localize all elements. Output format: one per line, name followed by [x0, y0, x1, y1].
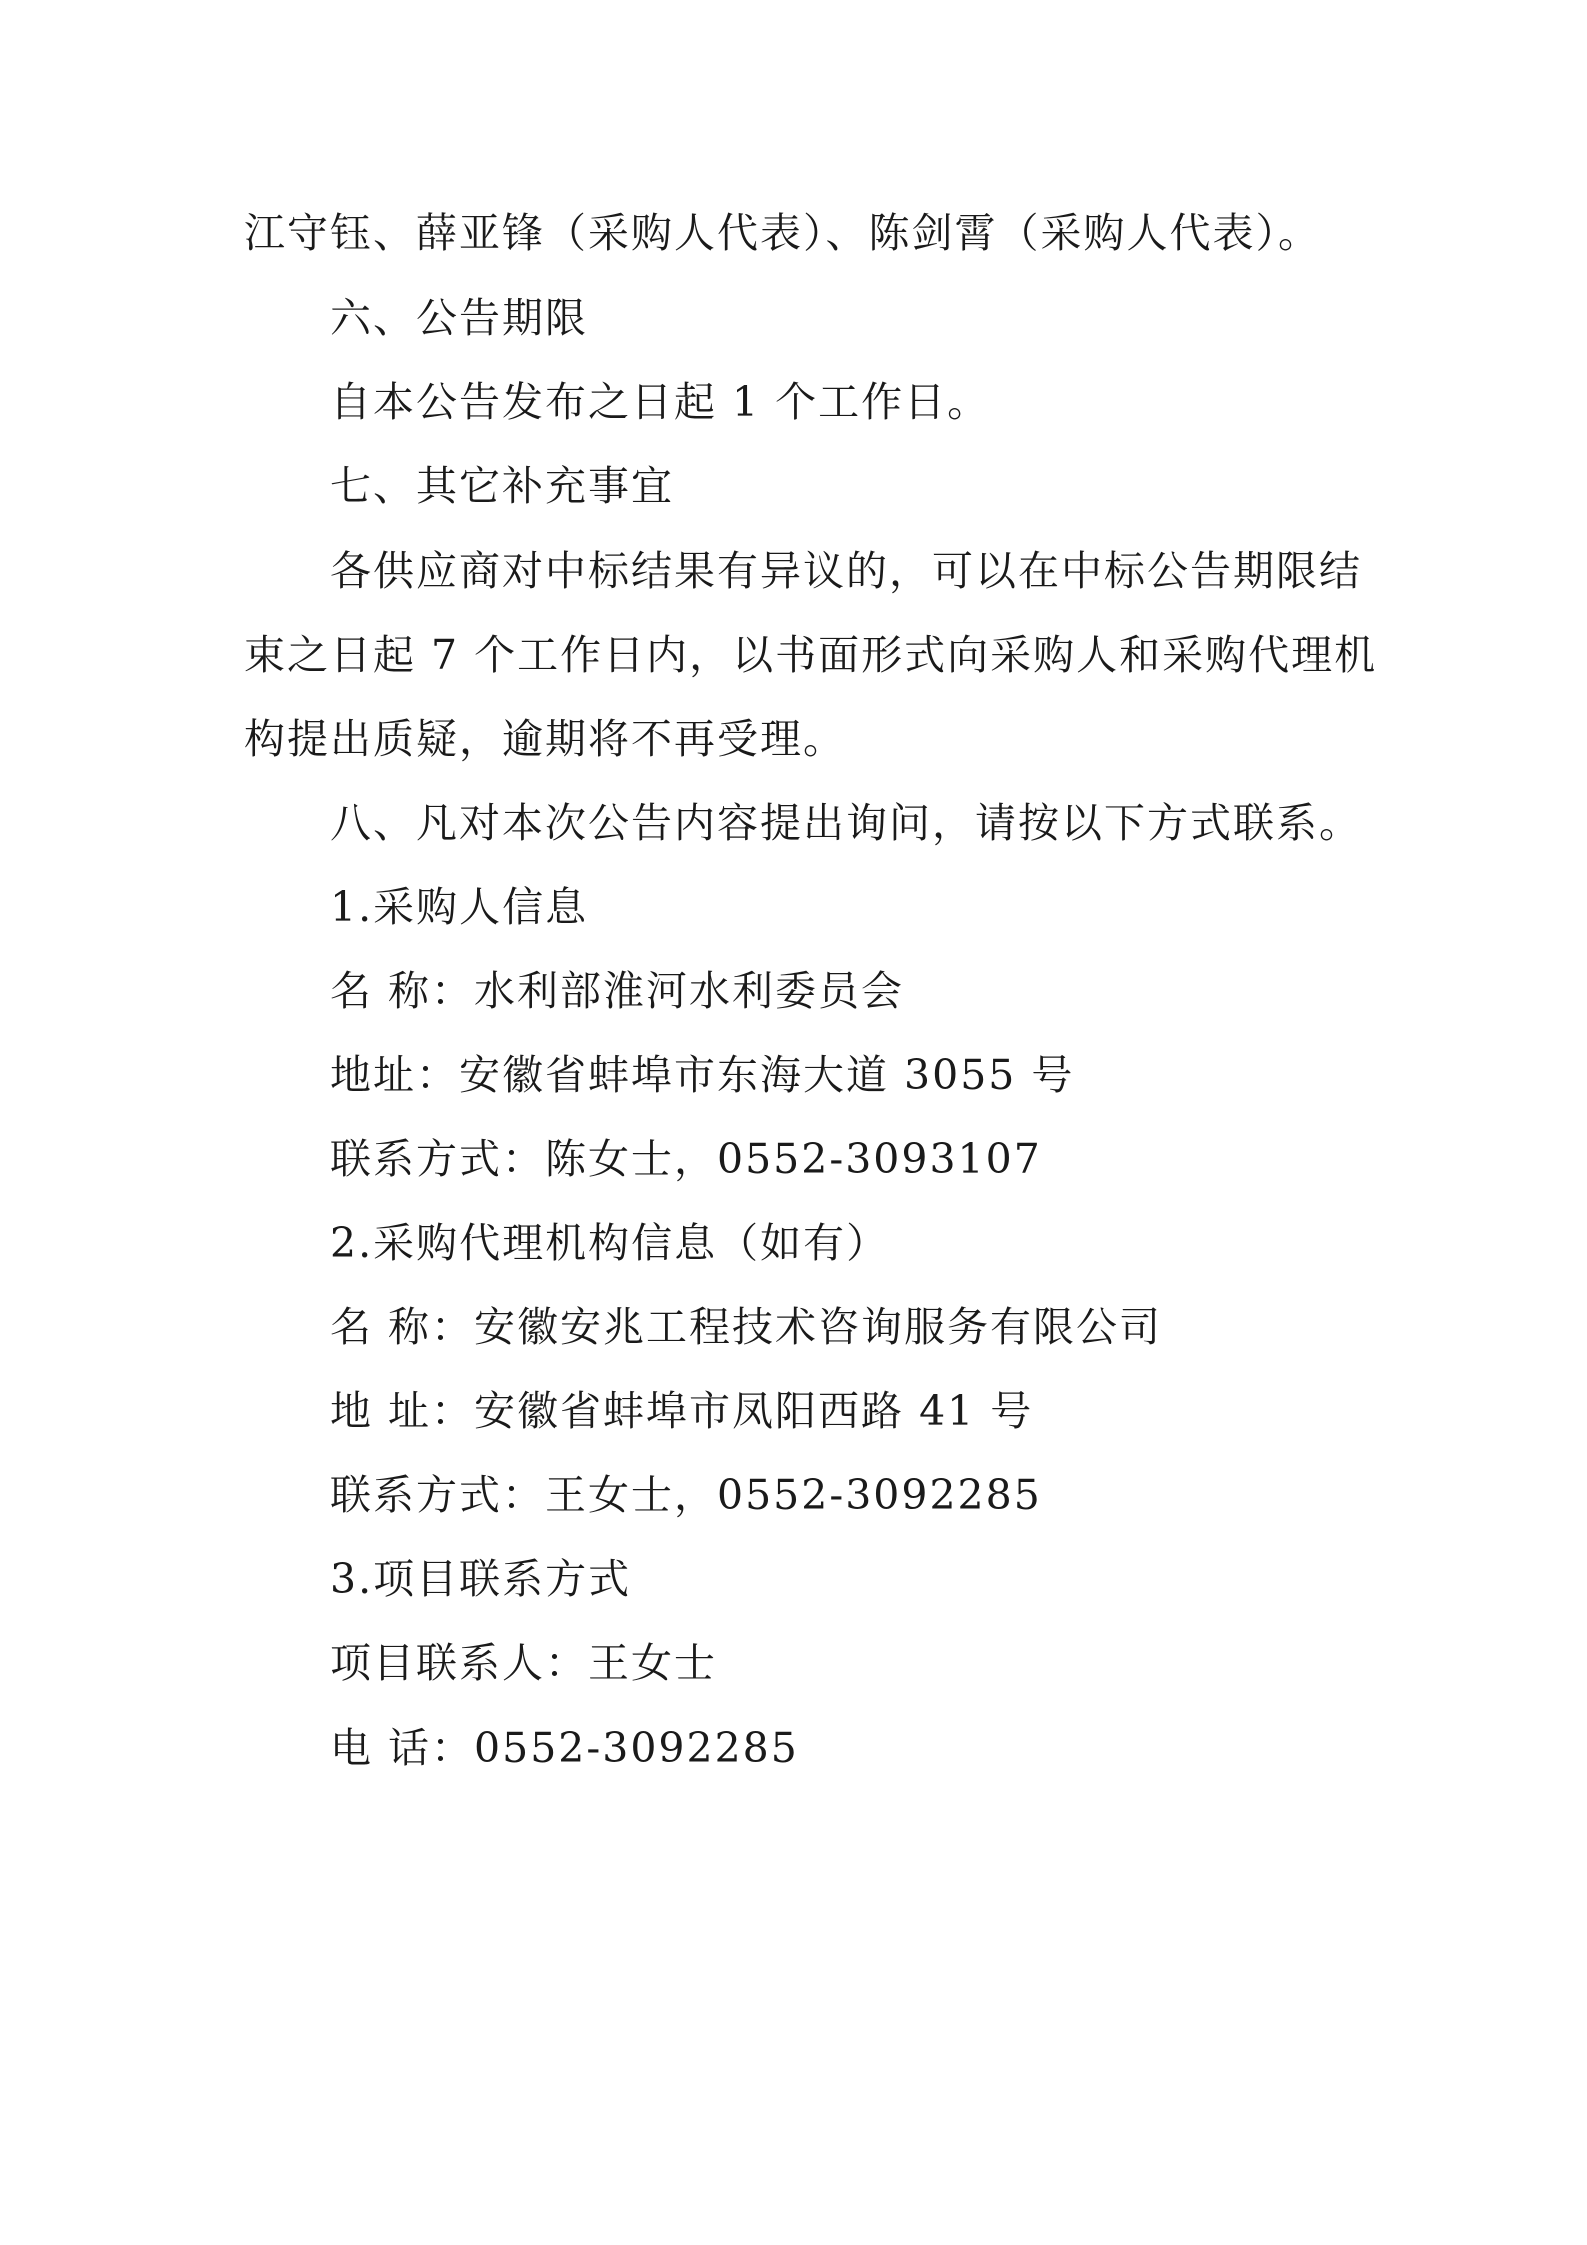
text-line-announcement-period: 自本公告发布之日起 1 个工作日。 — [330, 378, 991, 426]
text-line-agency-name: 名 称：安徽安兆工程技术咨询服务有限公司 — [330, 1303, 1163, 1351]
text-line-agency-address: 地 址：安徽省蚌埠市凤阳西路 41 号 — [330, 1387, 1034, 1435]
text-line-objection-1: 各供应商对中标结果有异议的，可以在中标公告期限结 — [330, 547, 1362, 595]
text-line-project-contact-person: 项目联系人：王女士 — [330, 1639, 717, 1687]
text-line-purchaser-address: 地址：安徽省蚌埠市东海大道 3055 号 — [330, 1051, 1075, 1099]
text-line-purchaser-contact: 联系方式：陈女士，0552-3093107 — [330, 1135, 1042, 1183]
text-line-objection-3: 构提出质疑，逾期将不再受理。 — [244, 715, 846, 763]
text-line-evaluation-committee: 江守钰、薛亚锋（采购人代表）、陈剑霄（采购人代表）。 — [244, 209, 1321, 257]
section-heading-contact: 八、凡对本次公告内容提出询问，请按以下方式联系。 — [330, 799, 1362, 847]
text-line-objection-2: 束之日起 7 个工作日内，以书面形式向采购人和采购代理机 — [244, 631, 1378, 679]
text-line-purchaser-name: 名 称：水利部淮河水利委员会 — [330, 967, 905, 1015]
subheading-agency-info: 2.采购代理机构信息（如有） — [330, 1219, 890, 1267]
text-line-agency-contact: 联系方式：王女士，0552-3092285 — [330, 1471, 1042, 1519]
section-heading-announcement-period: 六、公告期限 — [330, 294, 588, 342]
section-heading-other-matters: 七、其它补充事宜 — [330, 462, 674, 510]
subheading-project-contact: 3.项目联系方式 — [330, 1555, 632, 1603]
text-line-project-phone: 电 话：0552-3092285 — [330, 1724, 799, 1772]
subheading-purchaser-info: 1.采购人信息 — [330, 883, 589, 931]
